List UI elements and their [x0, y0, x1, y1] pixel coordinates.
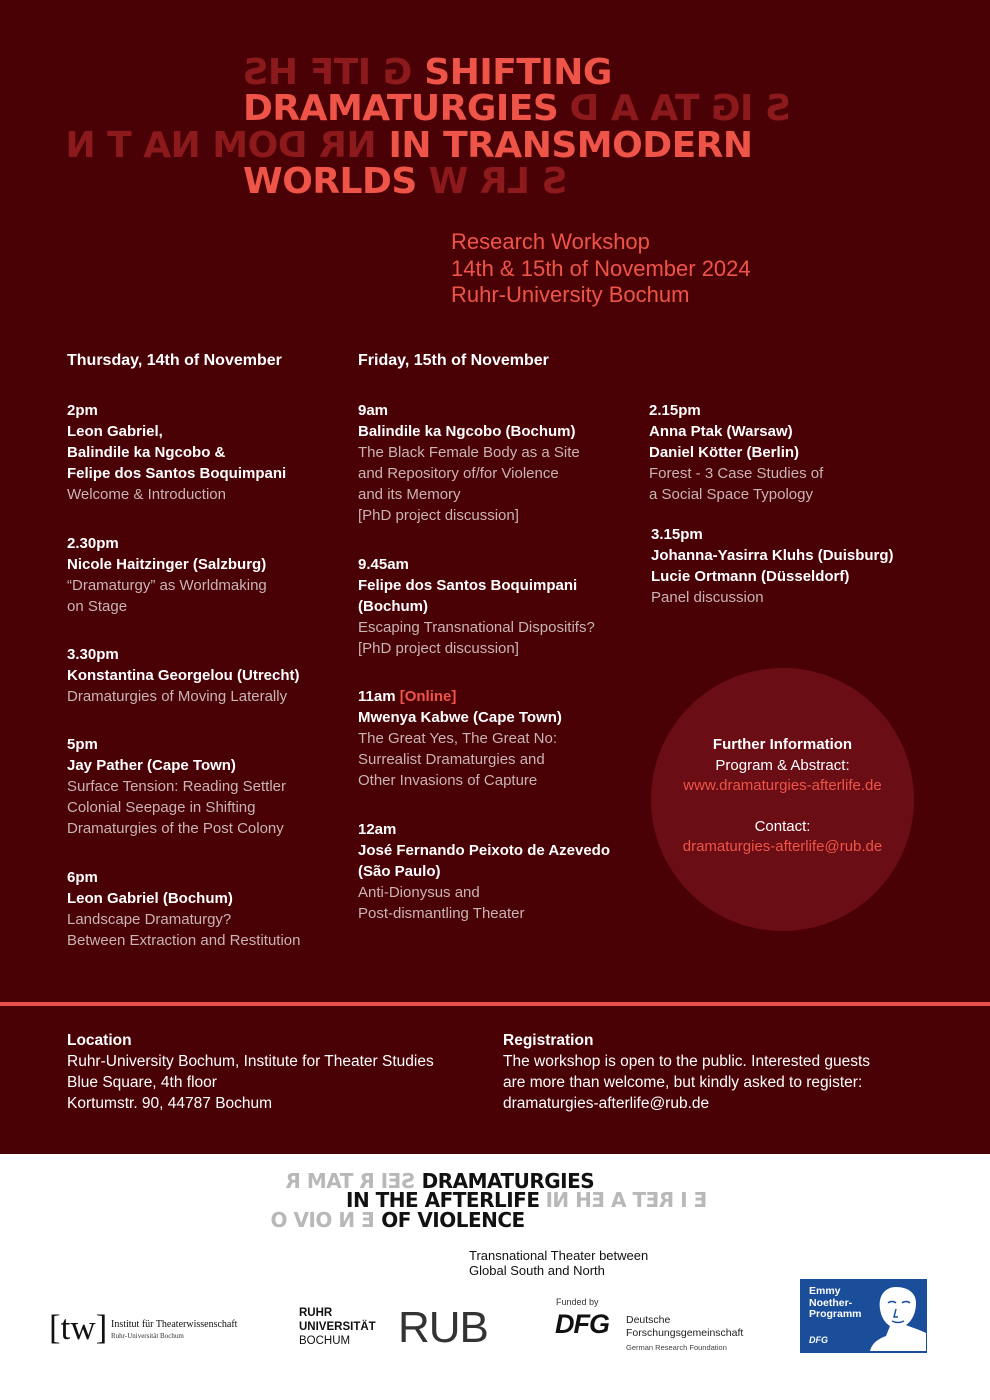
- program-label: Program & Abstract:: [715, 757, 850, 774]
- emmy-dfg-mark: DFG: [809, 1335, 828, 1345]
- program-slot: [67, 734, 286, 839]
- registration-block: [503, 1030, 870, 1114]
- day-heading-thursday: Thursday, 14th of November: [67, 352, 282, 369]
- subtitle-venue: Ruhr-University Bochum: [451, 282, 690, 307]
- slot-time: 11am: [358, 688, 396, 705]
- tw-logo-line1: Institut für Theaterwissenschaft: [111, 1319, 238, 1330]
- program-slot: [358, 686, 562, 791]
- slot-description: Between Extraction and Restitution: [67, 932, 301, 949]
- subtitle-type: Research Workshop: [451, 229, 650, 254]
- title-word-worlds: WORLDS: [243, 161, 417, 202]
- slot-speaker: José Fernando Peixoto de Azevedo: [358, 842, 611, 859]
- location-line: Ruhr-University Bochum, Institute for Theater Studies: [67, 1053, 434, 1070]
- slot-speaker: Johanna-Yasirra Kluhs (Duisburg): [651, 547, 894, 564]
- slot-speaker: Lucie Ortmann (Düsseldorf): [651, 568, 850, 585]
- slot-description: Anti-Dionysus and: [358, 884, 480, 901]
- slot-description: Surface Tension: Reading Settler: [67, 778, 287, 795]
- slot-description: Colonial Seepage in Shifting: [67, 799, 256, 816]
- rub-logo: [299, 1303, 499, 1354]
- slot-speaker: (Bochum): [358, 598, 428, 615]
- rub-line2: UNIVERSITÄT: [299, 1321, 376, 1333]
- slot-description: Forest - 3 Case Studies of: [649, 465, 824, 482]
- program-slot: [67, 867, 300, 951]
- title-ghost-3: NR DOM NA T N: [66, 125, 377, 166]
- dfg-english: German Research Foundation: [626, 1343, 727, 1352]
- location-heading: Location: [67, 1032, 132, 1049]
- slot-description: Dramaturgies of the Post Colony: [67, 820, 284, 837]
- title-ghost-2: S IG TA A D: [570, 88, 792, 129]
- dfg-name-line2: Forschungsgemeinschaft: [626, 1327, 744, 1339]
- slot-speaker: Felipe dos Santos Boquimpani: [67, 465, 287, 482]
- slot-time: 5pm: [67, 736, 98, 753]
- title-ghost-4: S LR W: [428, 161, 568, 202]
- tagline-line: Transnational Theater between: [469, 1248, 649, 1263]
- project-ghost-3: E N OIV O: [271, 1208, 375, 1232]
- slot-time: 6pm: [67, 869, 98, 886]
- title-word-dramaturgies: DRAMATURGIES: [243, 88, 559, 129]
- contact-label: Contact:: [754, 818, 811, 835]
- tw-logo-line2: Ruhr-Universität Bochum: [111, 1332, 184, 1340]
- registration-email[interactable]: dramaturgies-afterlife@rub.de: [503, 1095, 710, 1112]
- emmy-noether-logo: [800, 1279, 927, 1353]
- tw-institute-logo: [49, 1306, 253, 1350]
- slot-description: [PhD project discussion]: [358, 507, 519, 524]
- tw-logo-mark: [tw]: [49, 1308, 108, 1347]
- slot-time: 12am: [358, 821, 397, 838]
- dfg-name-line1: Deutsche: [626, 1314, 671, 1326]
- workshop-subtitle: [451, 229, 751, 309]
- program-slot: [358, 554, 595, 659]
- slot-time: 3.30pm: [67, 646, 119, 663]
- slot-description: The Black Female Body as a Site: [358, 444, 580, 461]
- slot-speaker: Anna Ptak (Warsaw): [649, 423, 793, 440]
- subtitle-date: 14th & 15th of November 2024: [451, 255, 751, 281]
- slot-speaker: Konstantina Georgelou (Utrecht): [67, 667, 300, 684]
- slot-time: 2.15pm: [649, 402, 701, 419]
- slot-time: 2.30pm: [67, 535, 119, 552]
- program-slot: [67, 400, 286, 505]
- slot-speaker: Leon Gabriel,: [67, 423, 163, 440]
- title-ghost-1: G ITF HS: [243, 52, 413, 93]
- slot-speaker: Daniel Kötter (Berlin): [649, 444, 800, 461]
- slot-time: 2pm: [67, 402, 98, 419]
- emmy-noether-portrait-icon: [866, 1281, 926, 1351]
- project-ghost-2: E I RET A EH NI: [545, 1188, 708, 1212]
- further-info-heading: Further Information: [712, 736, 853, 753]
- title-word-transmodern: IN TRANSMODERN: [388, 125, 753, 166]
- slot-speaker: Balindile ka Ngcobo &: [67, 444, 226, 461]
- slot-description: Dramaturgies of Moving Laterally: [67, 688, 288, 705]
- rub-mark: RUB: [398, 1303, 488, 1352]
- slot-description: Surrealist Dramaturgies and: [358, 751, 545, 768]
- further-info-circle: [651, 668, 914, 931]
- program-slot: [67, 644, 300, 707]
- day-heading-friday: Friday, 15th of November: [358, 352, 549, 369]
- slot-description: “Dramaturgy” as Worldmaking: [67, 577, 267, 594]
- location-block: [67, 1030, 434, 1114]
- registration-line: The workshop is open to the public. Interested guests: [503, 1053, 871, 1070]
- slot-description: on Stage: [67, 598, 128, 615]
- dfg-mark: DFG: [555, 1309, 609, 1339]
- slot-description: Escaping Transnational Dispositifs?: [358, 619, 595, 636]
- slot-description: Welcome & Introduction: [67, 486, 226, 503]
- emmy-line3: Programm: [809, 1308, 862, 1320]
- slot-description: [PhD project discussion]: [358, 640, 519, 657]
- program-slot: [67, 533, 267, 617]
- slot-speaker: Felipe dos Santos Boquimpani: [358, 577, 578, 594]
- slot-speaker: (São Paulo): [358, 863, 441, 880]
- emmy-line2: Noether-: [809, 1296, 853, 1309]
- program-slot: [358, 400, 580, 526]
- slot-description: a Social Space Typology: [649, 486, 813, 503]
- location-line: Kortumstr. 90, 44787 Bochum: [67, 1095, 273, 1112]
- slot-description: and Repository of/for Violence: [358, 465, 559, 482]
- title-word-shifting: SHIFTING: [424, 52, 612, 93]
- slot-time: 9.45am: [358, 556, 409, 573]
- project-ghost-1: SEI R TAM R: [286, 1169, 416, 1193]
- location-line: Blue Square, 4th floor: [67, 1074, 217, 1091]
- registration-line: are more than welcome, but kindly asked to register:: [503, 1074, 863, 1091]
- contact-email-link[interactable]: dramaturgies-afterlife@rub.de: [682, 838, 883, 855]
- registration-heading: Registration: [503, 1032, 594, 1049]
- slot-speaker: Jay Pather (Cape Town): [67, 757, 236, 774]
- online-tag: [Online]: [399, 688, 457, 705]
- rub-line1: RUHR: [299, 1307, 333, 1319]
- rub-line3: BOCHUM: [299, 1335, 351, 1347]
- slot-description: Landscape Dramaturgy?: [67, 911, 232, 928]
- project-word-violence: OF VIOLENCE: [381, 1208, 525, 1232]
- project-word-afterlife: IN THE AFTERLIFE: [346, 1188, 540, 1212]
- emmy-line1: Emmy: [809, 1285, 841, 1297]
- slot-description: The Great Yes, The Great No:: [358, 730, 557, 747]
- slot-description: Other Invasions of Capture: [358, 772, 538, 789]
- dfg-logo: [553, 1297, 743, 1353]
- program-slot: [651, 524, 894, 608]
- slot-description: and its Memory: [358, 486, 461, 503]
- dfg-funded-by: Funded by: [556, 1297, 599, 1307]
- slot-speaker: Nicole Haitzinger (Salzburg): [67, 556, 267, 573]
- tagline-line: Global South and North: [469, 1263, 605, 1278]
- slot-speaker: Leon Gabriel (Bochum): [67, 890, 233, 907]
- slot-speaker: Mwenya Kabwe (Cape Town): [358, 709, 562, 726]
- program-slot: [358, 819, 610, 924]
- slot-time: 3.15pm: [651, 526, 703, 543]
- website-link[interactable]: www.dramaturgies-afterlife.de: [683, 777, 882, 794]
- project-word-dramaturgies: DRAMATURGIES: [421, 1169, 595, 1193]
- slot-description: Panel discussion: [651, 589, 764, 606]
- slot-speaker: Balindile ka Ngcobo (Bochum): [358, 423, 576, 440]
- project-tagline: [469, 1248, 648, 1278]
- slot-description: Post-dismantling Theater: [358, 905, 525, 922]
- program-slot: [649, 400, 823, 505]
- slot-time: 9am: [358, 402, 389, 419]
